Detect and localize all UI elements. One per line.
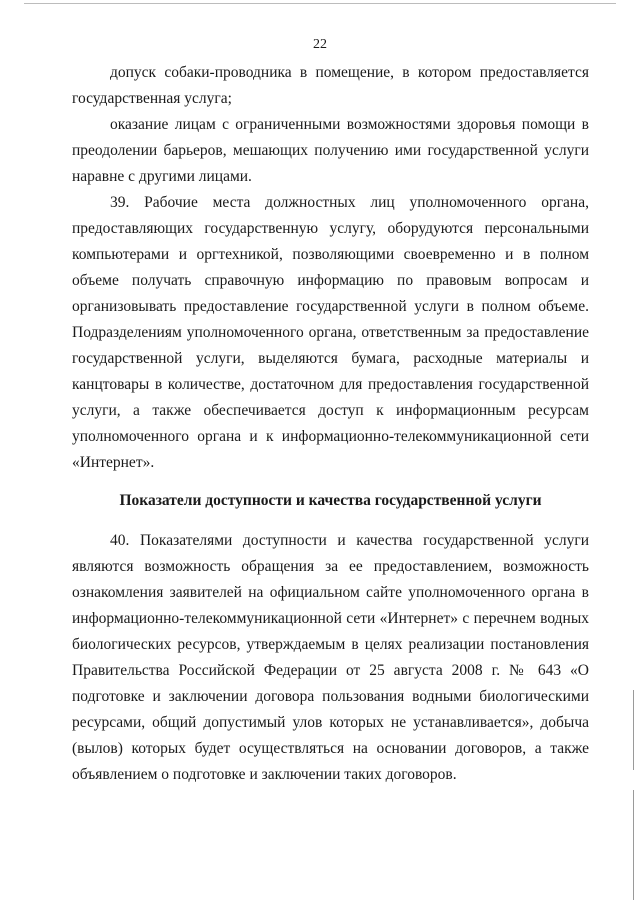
paragraph-disability-assistance: оказание лицам с ограниченными возможностями здоровья помощи в преодолении барьеров, мешающих получению ими государственной услуги наравне с другими лицами. — [72, 116, 589, 185]
scan-edge-mark — [633, 790, 634, 900]
text-block-top — [72, 60, 589, 476]
paragraph-guide-dog: допуск собаки-проводника в помещение, в котором предоставляется государственная услуга; — [72, 64, 589, 107]
paragraph-40-indicators: 40. Показателями доступности и качества государственной услуги являются возможность обращения за ее предоставлением, возможность ознакомления заявителей на официальном сайте уполномоченного органа в информационно-телекоммуникационной сети «Интернет» с перечнем водных биологических ресурсов, утверждаемым в целях реализации постановления Правительства Российской Федерации от 25 августа 2008 г. № 643 «О подготовке и заключении договора пользования водными биологическими ресурсами, общий допустимый улов которых не устанавливается», добыча (вылов) которых будет осуществляться на основании договоров, а также объявлением о подготовке и заключении таких договоров. — [72, 532, 589, 783]
section-heading: Показатели доступности и качества государственной услуги — [119, 492, 542, 509]
page-number: 22 — [313, 37, 327, 52]
top-border-line — [24, 3, 616, 4]
paragraph-39-workplaces: 39. Рабочие места должностных лиц уполномоченного органа, предоставляющих государственную услугу, оборудуются персональными компьютерами и оргтехникой, позволяющими своевременно и в полном объеме получать справочную информацию по правовым вопросам и организовывать предоставление государственной услуги в полном объеме. Подразделениям уполномоченного органа, ответственным за предоставление государственной услуги, выделяются бумага, расходные материалы и канцтовары в количестве, достаточном для предоставления государственной услуги, а также обеспечивается доступ к информационным ресурсам уполномоченного органа и к информационно-телекоммуникационной сети «Интернет». — [72, 194, 589, 471]
text-block-bottom — [72, 528, 589, 788]
scan-edge-mark — [633, 690, 634, 770]
